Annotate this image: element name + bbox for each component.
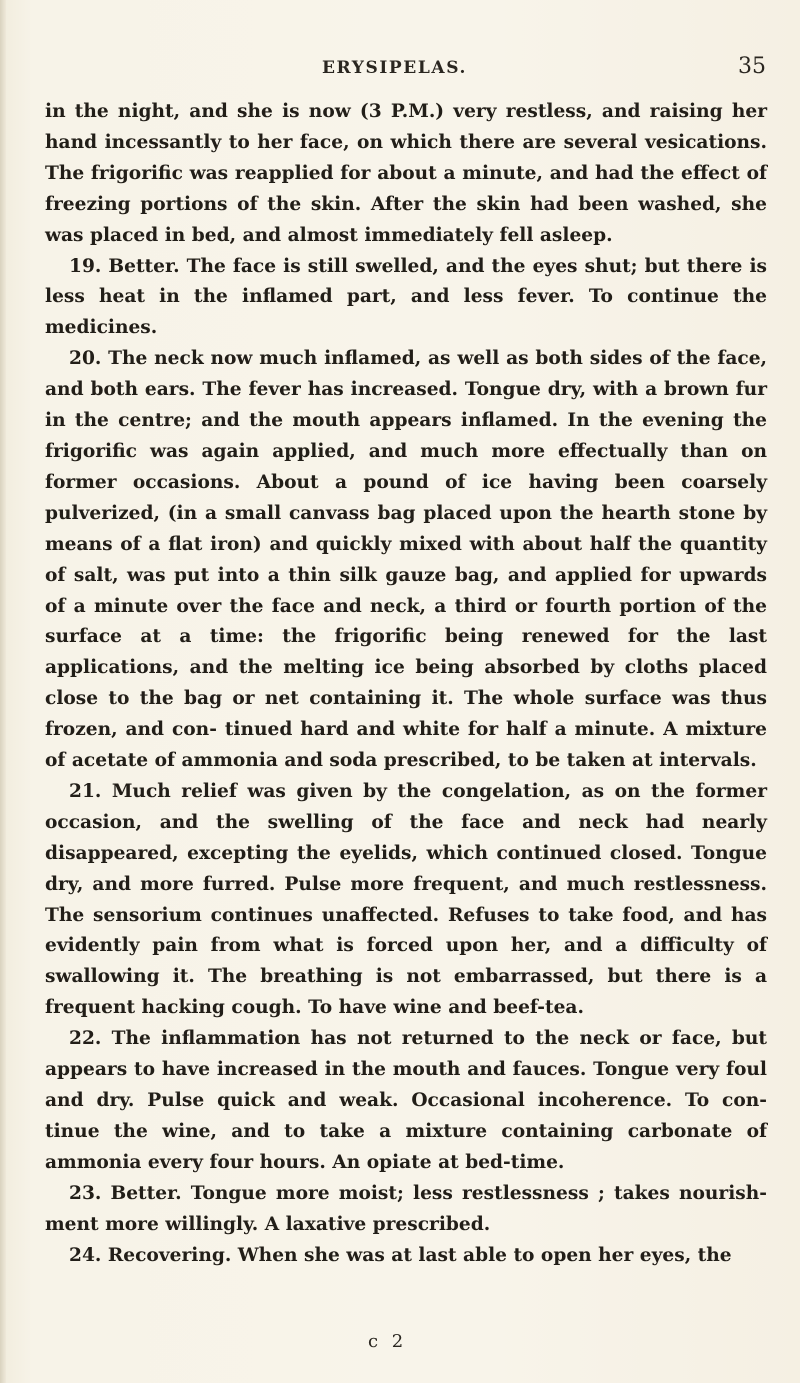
running-title: ERYSIPELAS. (322, 58, 468, 78)
paragraph-day-20: 20. The neck now much inflamed, as well as both sides of the face, and both ears. The fever has increased. Tongue dry, with a brown fur in the centre; and the mouth appears inflamed. In the evening the frigorific was again applied, and much more effectually than on former occasions. About a pound of ice having been coarsely pulverized, (in a small canvass bag placed upon the hearth stone by means of a flat iron) and quickly mixed with about half the quantity of salt, was put into a thin silk gauze bag, and applied for upwards of a minute over the face and neck, a third or fourth portion of the surface at a time: the frigorific being renewed for the last applications, and the melting ice being absorbed by cloths placed close to the bag or net containing it. The whole surface was thus frozen, and con- tinued hard and white for half a minute. A mixture of acetate of ammonia and soda prescribed, to be taken at intervals. (45, 348, 767, 772)
running-head (0, 54, 800, 88)
paragraph-day-23: 23. Better. Tongue more moist; less restlessness ; takes nourish- ment more willingly. A laxative prescribed. (45, 1182, 767, 1235)
paragraph-day-24: 24. Recovering. When she was at last able to open her eyes, the (69, 1244, 732, 1266)
paragraph-day-21: 21. Much relief was given by the congelation, as on the former occasion, and the swelling of the face and neck had nearly disappeared, excepting the eyelids, which continued closed. Tongue dry, and more furred. Pulse more frequent, and much restlessness. The sensorium continues unaffected. Refuses to take food, and has evidently pain from what is forced upon her, and a difficulty of swallowing it. The breathing is not embarrassed, but there is a frequent hacking cough. To have wine and beef-tea. (45, 780, 767, 1019)
page-binding-edge (0, 0, 6, 1383)
signature-mark: c 2 (368, 1331, 408, 1352)
paragraph-continuation: in the night, and she is now (3 P.M.) very restless, and raising her hand incessantly to her face, on which there are several vesications. The frigorific was reapplied for about a minute, and had the effect of freezing portions of the skin. After the skin had been washed, she was placed in bed, and almost immediately fell asleep. (45, 101, 767, 246)
paragraph-day-22: 22. The inflammation has not returned to the neck or face, but appears to have increased in the mouth and fauces. Tongue very foul and dry. Pulse quick and weak. Occasional incoherence. To con- tinue the wine, and to take a mixture containing carbonate of ammonia every four hours. An opiate at bed-time. (45, 1028, 767, 1173)
paragraph-day-19: 19. Better. The face is still swelled, and the eyes shut; but there is less heat in the inflamed part, and less fever. To continue the medicines. (45, 255, 767, 339)
body-text (45, 97, 767, 1271)
page-number: 35 (738, 54, 766, 79)
